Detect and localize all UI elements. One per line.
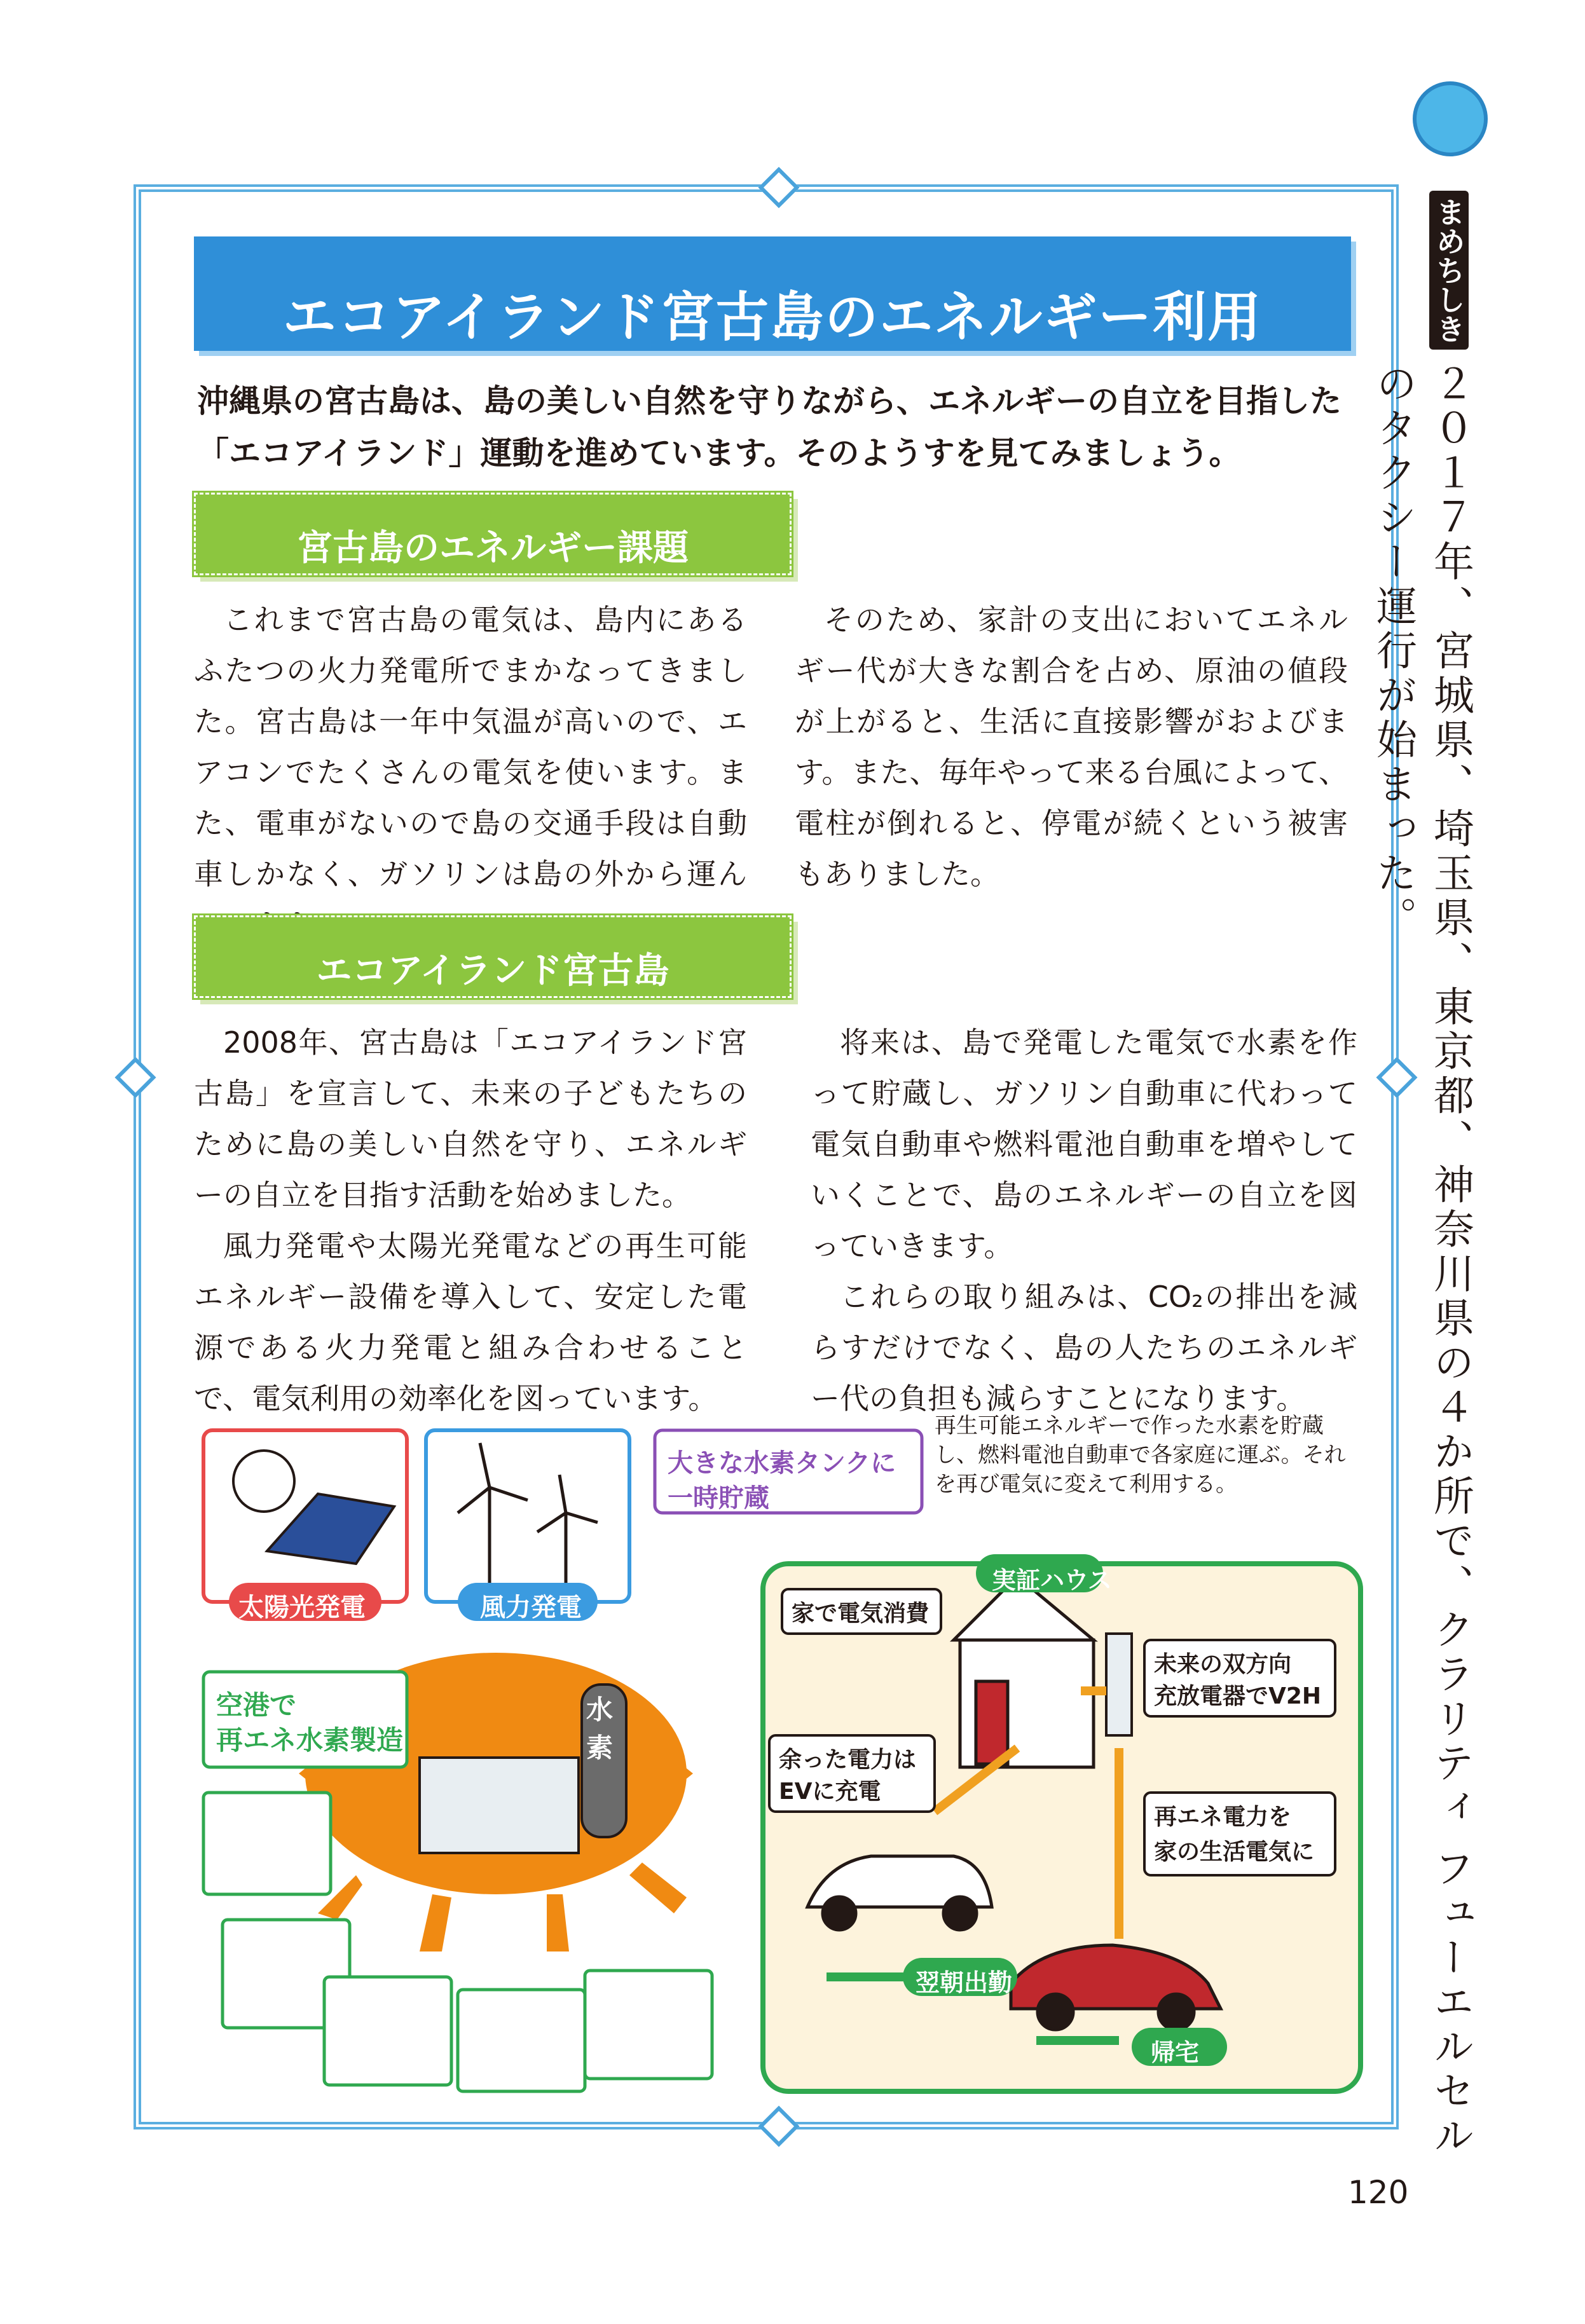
wind-box xyxy=(426,1430,629,1602)
section-heading-eco-island xyxy=(194,915,792,998)
demo-house-label: 実証ハウス xyxy=(992,1566,1112,1594)
paragraph: 将来は、島で発電した電気で水素を作って貯蔵し、ガソリン自動車に代わって電気自動車や燃料電池自動車を増やしていくことで、島のエネルギーの自立を図っていきます。 xyxy=(811,1025,1357,1263)
section2-right-column xyxy=(811,1017,1357,1424)
page-title: エコアイランド宮古島のエネルギー利用 xyxy=(282,286,1263,348)
section-heading-label: エコアイランド宮古島 xyxy=(316,950,669,992)
section-heading-label: 宮古島のエネルギー課題 xyxy=(297,528,689,569)
airport-label-line1: 空港で xyxy=(216,1690,297,1721)
frame-ornament-left xyxy=(114,1056,156,1098)
car-badge-icon xyxy=(1413,81,1488,156)
page-title-bar xyxy=(194,236,1351,351)
section-heading-energy-issues xyxy=(194,493,792,575)
v2h-label-line2: 充放電器でV2H xyxy=(1154,1683,1322,1709)
frame-ornament-right xyxy=(1376,1056,1417,1098)
hydrogen-generator xyxy=(420,1758,579,1853)
intro-paragraph: 沖縄県の宮古島は、島の美しい自然を守りながら、エネルギーの自立を目指した「エコアイランド」運動を進めています。そのようすを見てみましょう。 xyxy=(197,383,1341,472)
tank-note-line1: 大きな水素タンクに xyxy=(668,1449,896,1478)
paragraph: そのため、家計の支出においてエネルギー代が大きな割合を占め、原油の値段が上がると、生活に直接影響がおよびます。また、毎年やって来る台風によって、電柱が倒れると、停電が続くという被害もありました。 xyxy=(795,603,1348,891)
diagram-caption: 再生可能エネルギーで作った水素を貯蔵し、燃料電池自動車で各家庭に運ぶ。それを再び電気に変えて利用する。 xyxy=(935,1413,1346,1497)
home-consumption-label: 家で電気消費 xyxy=(792,1601,930,1627)
sidebar-text: ２０１７年、宮城県、埼玉県、東京都、神奈川県の４か所で、クラリティ フューエルセルのタクシー運行が始まった。 xyxy=(1369,362,1474,2159)
return-home-label: 帰宅 xyxy=(1151,2039,1200,2067)
sidebar-tab: まめちしき xyxy=(1429,191,1469,350)
section2-left-column xyxy=(194,1017,747,1424)
page-number: 120 xyxy=(1348,2174,1409,2211)
v2h-label-line1: 未来の双方向 xyxy=(1154,1651,1292,1678)
surplus-label-line1: 余った電力は xyxy=(779,1747,917,1773)
paragraph: これまで宮古島の電気は、島内にあるふたつの火力発電所でまかなってきました。宮古島は一年中気温が高いので、エアコンでたくさんの電気を使います。また、電車がないので島の交通手段は自動車しかなく、ガソリンは島の外から運ん xyxy=(194,603,747,891)
section1-right-column xyxy=(795,594,1348,899)
sun-icon xyxy=(233,1451,294,1512)
paragraph: これらの取り組みは、CO₂の排出を減らすだけでなく、島の人たちのエネルギー代の負担も減らすことになります。 xyxy=(811,1280,1357,1416)
tank-note-line2: 一時貯蔵 xyxy=(668,1484,769,1513)
hydrogen-label: 水素 xyxy=(586,1694,614,1763)
v2h-charger xyxy=(1106,1634,1132,1735)
airport-label-line2: 再エネ水素製造 xyxy=(216,1725,404,1756)
renew-home-label-line1: 再エネ電力を xyxy=(1154,1804,1292,1830)
frame-ornament-top xyxy=(758,167,799,208)
paragraph: 2008年、宮古島は「エコアイランド宮古島」を宣言して、未来の子どもたちのために島の美しい自然を守り、エネルギーの自立を目指す活動を始めました。 xyxy=(194,1025,747,1212)
solar-label: 太陽光発電 xyxy=(238,1593,366,1622)
section1-left-column xyxy=(194,594,747,950)
frame-ornament-bottom xyxy=(758,2105,799,2147)
paragraph: 風力発電や太陽光発電などの再生可能エネルギー設備を導入して、安定した電源である火力発電と組み合わせることで、電気利用の効率化を図っています。 xyxy=(194,1229,747,1416)
wind-label: 風力発電 xyxy=(480,1593,582,1622)
renew-home-label-line2: 家の生活電気に xyxy=(1154,1839,1315,1865)
commute-label: 翌朝出勤 xyxy=(916,1969,1013,1997)
surplus-label-line2: EVに充電 xyxy=(779,1779,881,1805)
